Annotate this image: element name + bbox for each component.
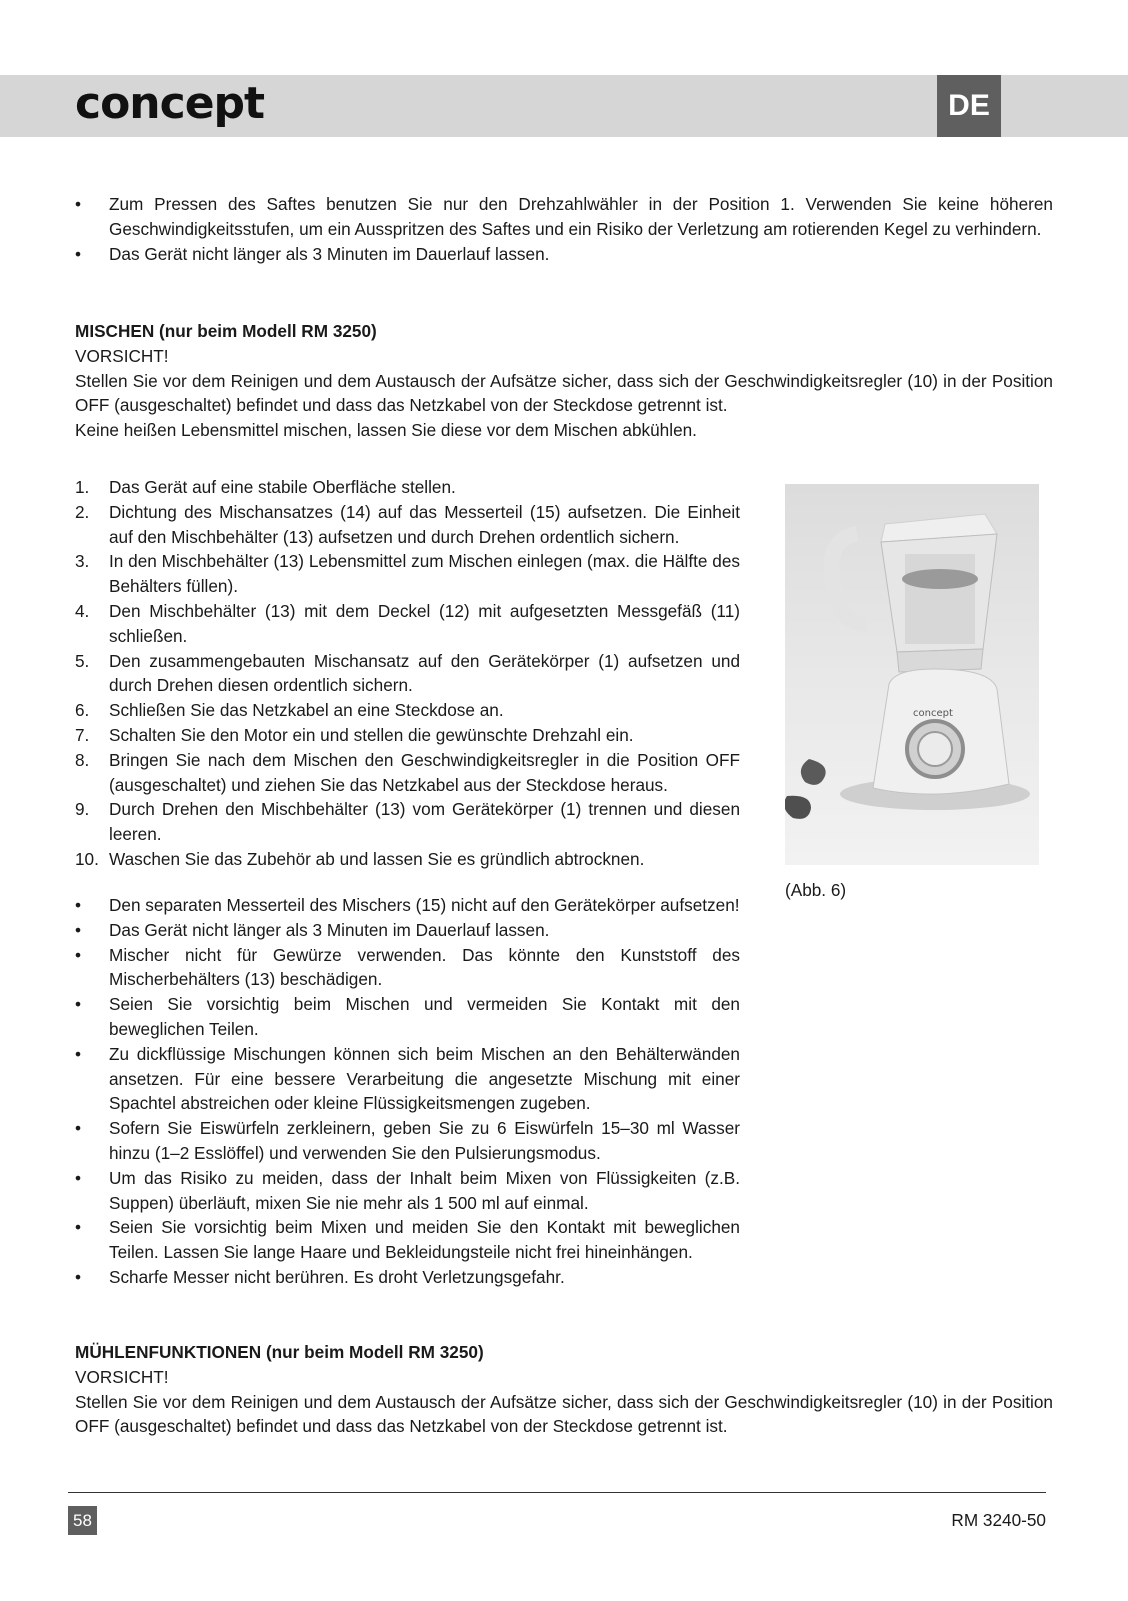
list-item: • Um das Risiko zu meiden, dass der Inhalt beim Mixen von Flüssigkeiten (z.B. Suppen) überläuft, mixen Sie nie mehr als 1 500 ml auf einmal. xyxy=(75,1166,740,1216)
model-code: RM 3240-50 xyxy=(951,1510,1046,1530)
intro-section xyxy=(75,192,1053,266)
list-item: 6. Schließen Sie das Netzkabel an eine Steckdose an. xyxy=(75,700,504,721)
blender-photo xyxy=(785,484,1039,865)
section-heading-mischen: MISCHEN (nur beim Modell RM 3250) xyxy=(75,321,377,341)
list-item: • Seien Sie vorsichtig beim Mixen und meiden Sie den Kontakt mit beweglichen Teilen. Lassen Sie lange Haare und Bekleidungsteile nicht frei hineinhängen. xyxy=(75,1215,740,1265)
list-item: • Das Gerät nicht länger als 3 Minuten im Dauerlauf lassen. xyxy=(75,918,740,943)
intro-bullet-list xyxy=(75,192,1053,266)
list-item: • Scharfe Messer nicht berühren. Es droht Verletzungsgefahr. xyxy=(75,1265,740,1290)
list-item: 4. Den Mischbehälter (13) mit dem Deckel (12) mit aufgesetzten Messgefäß (11) schließen. xyxy=(75,600,740,646)
list-item: 2. Dichtung des Mischansatzes (14) auf das Messerteil (15) aufsetzen. Die Einheit auf den Mischbehälter (13) aufsetzen und durch Drehen ordentlich sichern. xyxy=(75,501,740,547)
list-item: 3. In den Mischbehälter (13) Lebensmittel zum Mischen einlegen (max. die Hälfte des Behälters füllen). xyxy=(75,551,740,597)
notes-bullet-list xyxy=(75,893,740,1290)
footer-divider xyxy=(68,1492,1046,1493)
list-item: 1. Das Gerät auf eine stabile Oberfläche stellen. xyxy=(75,477,456,497)
warning-paragraph: Keine heißen Lebensmittel mischen, lassen Sie diese vor dem Mischen abkühlen. xyxy=(75,420,697,441)
mischen-notes xyxy=(75,893,740,1290)
language-badge: DE xyxy=(937,75,1001,137)
list-item: • Zu dickflüssige Mischungen können sich beim Mischen an den Behälterwänden ansetzen. Für eine bessere Verarbeitung die angesetzte Mischung mit einer Spachtel abstreichen oder kleine Flüssigkeitsmengen zugeben. xyxy=(75,1042,740,1116)
muehlen-section xyxy=(75,1340,1053,1439)
list-item: 10. Waschen Sie das Zubehör ab und lassen Sie es gründlich abtrocknen. xyxy=(75,848,645,869)
warning-paragraph: Stellen Sie vor dem Reinigen und dem Austausch der Aufsätze sicher, dass sich der Geschwindigkeitsregler (10) in der Position OFF (ausgeschaltet) befindet und dass das Netzkabel von der Steckdose getrennt ist. xyxy=(75,1391,1053,1437)
list-item: • Mischer nicht für Gewürze verwenden. Das könnte den Kunststoff des Mischerbehälters (13) beschädigen. xyxy=(75,943,740,993)
appliance-logo-text: concept xyxy=(913,708,953,719)
list-item: • Den separaten Messerteil des Mischers (15) nicht auf den Gerätekörper aufsetzen! xyxy=(75,893,740,918)
list-item: 5. Den zusammengebauten Mischansatz auf den Gerätekörper (1) aufsetzen und durch Drehen diesen ordentlich sichern. xyxy=(75,650,740,696)
numbered-step-list xyxy=(75,475,740,872)
warning-label: VORSICHT! xyxy=(75,345,169,366)
list-item: 9. Durch Drehen den Mischbehälter (13) vom Gerätekörper (1) trennen und diesen leeren. xyxy=(75,799,740,845)
list-item: • Sofern Sie Eiswürfeln zerkleinern, geben Sie zu 6 Eiswürfeln 15–30 ml Wasser hinzu (1–2 Esslöffel) und verwenden Sie den Pulsierungsmodus. xyxy=(75,1116,740,1166)
figure-caption: (Abb. 6) xyxy=(785,880,847,900)
warning-paragraph: Stellen Sie vor dem Reinigen und dem Austausch der Aufsätze sicher, dass sich der Geschwindigkeitsregler (10) in der Position OFF (ausgeschaltet) befindet und dass das Netzkabel von der Steckdose getrennt ist. xyxy=(75,370,1053,416)
mischen-steps xyxy=(75,475,740,872)
blender-illustration xyxy=(785,484,1039,865)
page-number: 58 xyxy=(68,1506,97,1535)
list-item: 8. Bringen Sie nach dem Mischen den Geschwindigkeitsregler in die Position OFF (ausgeschaltet) und ziehen Sie das Netzkabel aus der Steckdose heraus. xyxy=(75,749,740,795)
section-heading-muehlen: MÜHLENFUNKTIONEN (nur beim Modell RM 3250) xyxy=(75,1342,484,1362)
brand-logo: concept xyxy=(75,78,265,129)
mischen-intro xyxy=(75,319,1053,443)
list-item: 7. Schalten Sie den Motor ein und stellen die gewünschte Drehzahl ein. xyxy=(75,724,634,745)
list-item: • Zum Pressen des Saftes benutzen Sie nur den Drehzahlwähler in der Position 1. Verwenden Sie keine höheren Geschwindigkeitsstufen, um ein Ausspritzen des Saftes und ein Risiko der Verletzung am rotierenden Kegel zu verhindern. xyxy=(75,192,1053,242)
list-item: • Das Gerät nicht länger als 3 Minuten im Dauerlauf lassen. xyxy=(75,242,1053,267)
list-item: • Seien Sie vorsichtig beim Mischen und vermeiden Sie Kontakt mit den beweglichen Teilen. xyxy=(75,992,740,1042)
warning-label: VORSICHT! xyxy=(75,1366,169,1387)
